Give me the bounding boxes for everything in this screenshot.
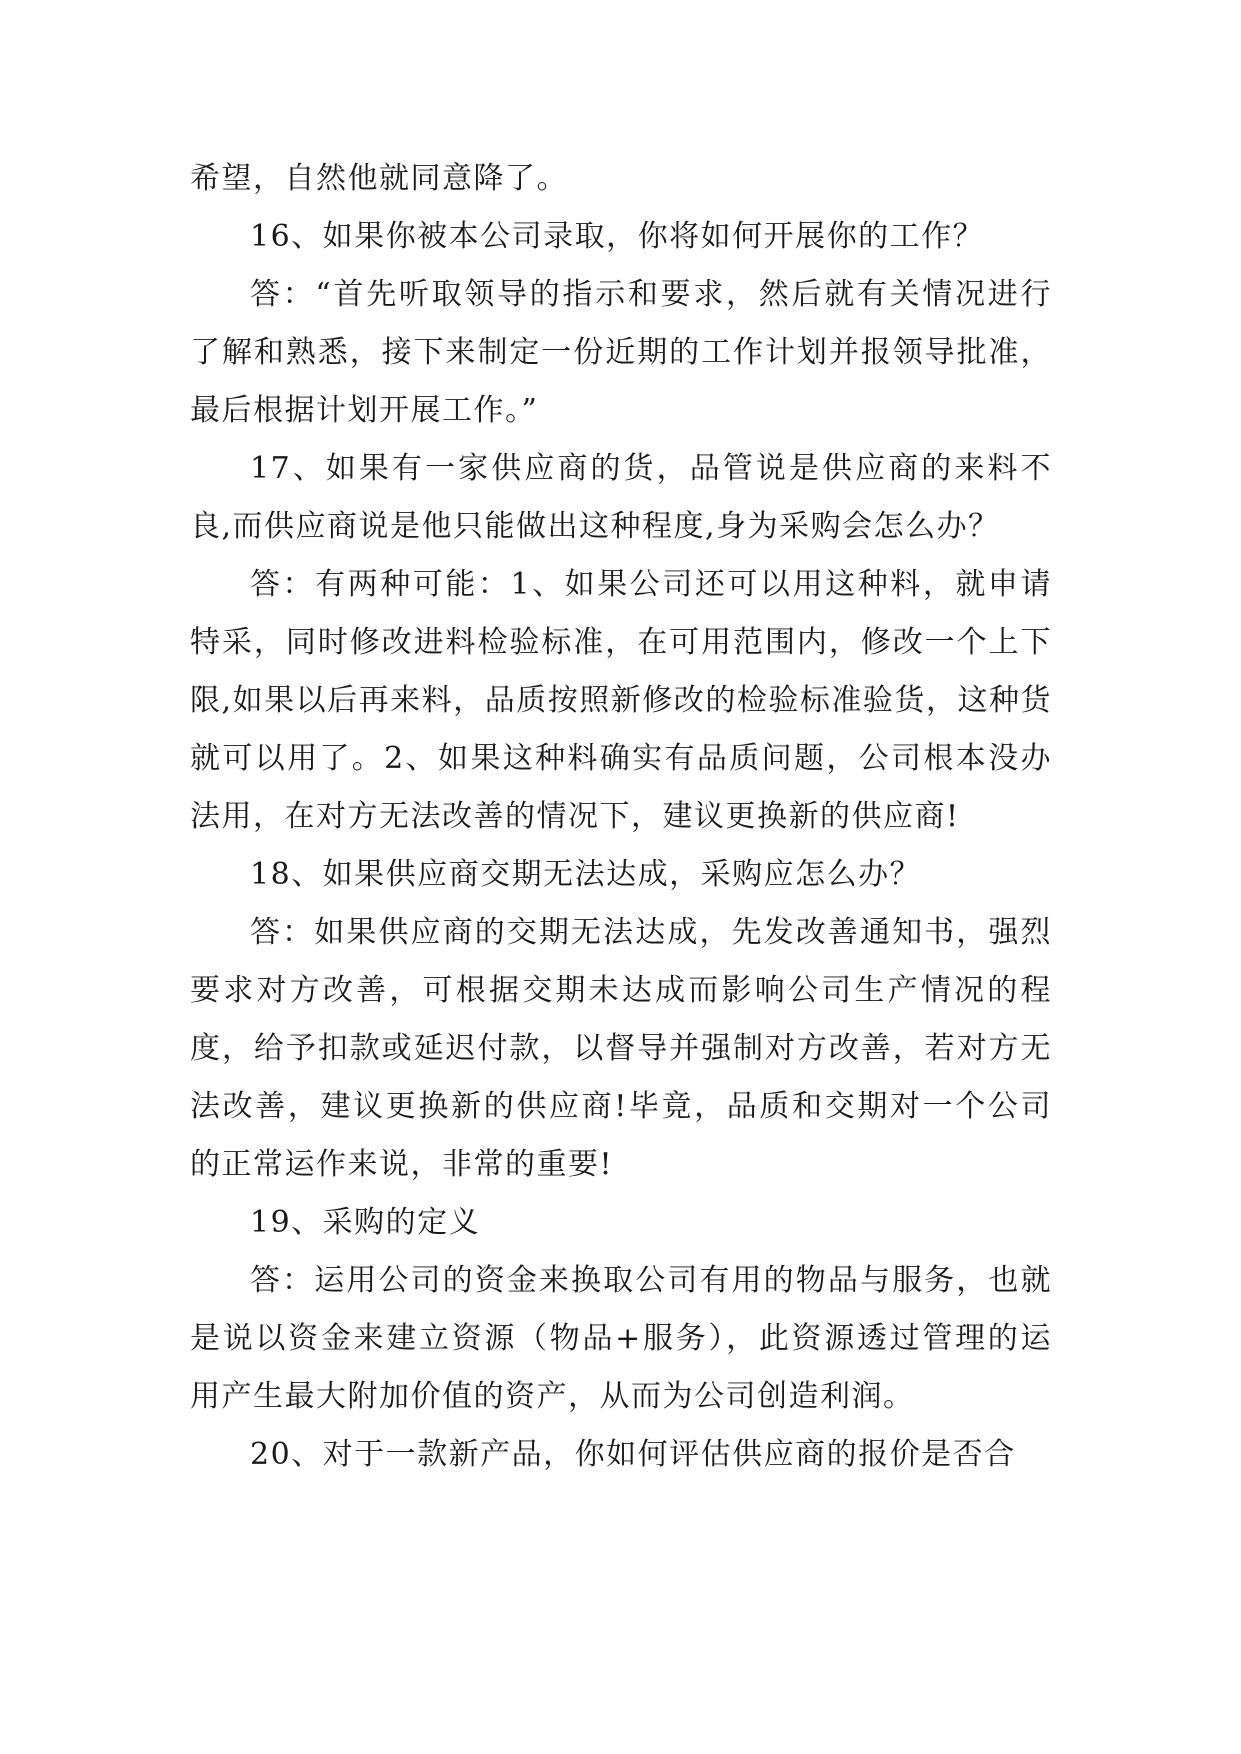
question-16: 16、如果你被本公司录取，你将如何开展你的工作？ — [250, 219, 985, 254]
question-20: 20、对于一款新产品，你如何评估供应商的报价是否合 — [250, 1437, 1016, 1472]
answer-16: 答：“首先听取领导的指示和要求，然后就有关情况进行了解和熟悉，接下来制定一份近期的工作计划并报领导批准，最后根据计划开展工作。” — [190, 277, 1052, 428]
question-19: 19、采购的定义 — [250, 1205, 481, 1240]
question-17: 17、如果有一家供应商的货，品管说是供应商的来料不良,而供应商说是他只能做出这种程度,身为采购会怎么办？ — [190, 451, 1052, 544]
question-18: 18、如果供应商交期无法达成，采购应怎么办？ — [250, 857, 922, 892]
answer-17: 答：有两种可能：1、如果公司还可以用这种料，就申请特采，同时修改进料检验标准，在可用范围内，修改一个上下限,如果以后再来料，品质按照新修改的检验标准验货，这种货就可以用了。2、如果这种料确实有品质问题，公司根本没办法用，在对方无法改善的情况下，建议更换新的供应商! — [190, 567, 1052, 834]
answer-19: 答：运用公司的资金来换取公司有用的物品与服务，也就是说以资金来建立资源（物品+服务），此资源透过管理的运用产生最大附加价值的资产，从而为公司创造利润。 — [190, 1263, 1052, 1414]
answer-18: 答：如果供应商的交期无法达成，先发改善通知书，强烈要求对方改善，可根据交期未达成而影响公司生产情况的程度，给予扣款或延迟付款，以督导并强制对方改善，若对方无法改善，建议更换新的供应商!毕竟，品质和交期对一个公司的正常运作来说，非常的重要! — [190, 915, 1052, 1182]
document-body — [190, 150, 1052, 1484]
paragraph-continuation: 希望，自然他就同意降了。 — [190, 161, 568, 196]
